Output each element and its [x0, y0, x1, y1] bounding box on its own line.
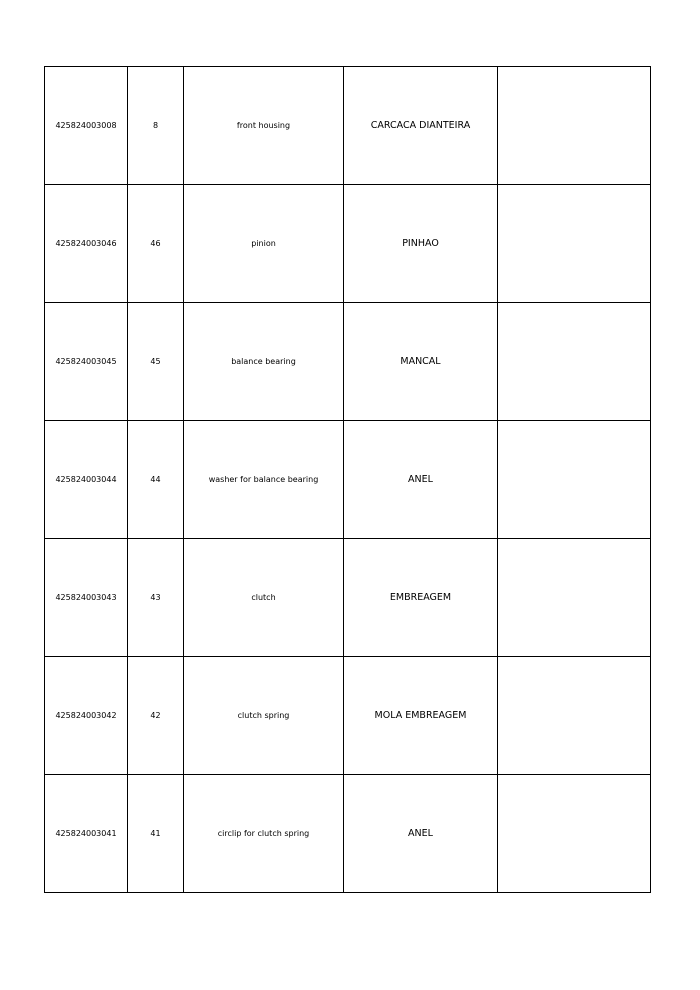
item-number-cell: 46 [128, 185, 184, 303]
part-code-cell: 425824003046 [45, 185, 128, 303]
description-en-cell: balance bearing [184, 303, 344, 421]
part-code-cell: 425824003045 [45, 303, 128, 421]
notes-cell [498, 185, 651, 303]
description-pt-cell: PINHAO [344, 185, 498, 303]
description-en-cell: front housing [184, 67, 344, 185]
item-number-cell: 42 [128, 657, 184, 775]
description-pt-cell: ANEL [344, 421, 498, 539]
table-row [45, 421, 651, 539]
table-row [45, 303, 651, 421]
notes-cell [498, 421, 651, 539]
table-row [45, 539, 651, 657]
notes-cell [498, 539, 651, 657]
description-en-cell: pinion [184, 185, 344, 303]
description-pt-cell: ANEL [344, 775, 498, 893]
table-row [45, 657, 651, 775]
item-number-cell: 45 [128, 303, 184, 421]
table-row [45, 775, 651, 893]
part-code-cell: 425824003008 [45, 67, 128, 185]
description-pt-cell: EMBREAGEM [344, 539, 498, 657]
part-code-cell: 425824003044 [45, 421, 128, 539]
item-number-cell: 44 [128, 421, 184, 539]
description-pt-cell: MOLA EMBREAGEM [344, 657, 498, 775]
description-en-cell: clutch [184, 539, 344, 657]
item-number-cell: 41 [128, 775, 184, 893]
table-row [45, 67, 651, 185]
notes-cell [498, 775, 651, 893]
table-row [45, 185, 651, 303]
description-pt-cell: CARCACA DIANTEIRA [344, 67, 498, 185]
part-code-cell: 425824003043 [45, 539, 128, 657]
notes-cell [498, 303, 651, 421]
notes-cell [498, 657, 651, 775]
part-code-cell: 425824003042 [45, 657, 128, 775]
description-en-cell: circlip for clutch spring [184, 775, 344, 893]
notes-cell [498, 67, 651, 185]
description-pt-cell: MANCAL [344, 303, 498, 421]
description-en-cell: clutch spring [184, 657, 344, 775]
parts-table [44, 66, 651, 893]
part-code-cell: 425824003041 [45, 775, 128, 893]
description-en-cell: washer for balance bearing [184, 421, 344, 539]
item-number-cell: 43 [128, 539, 184, 657]
item-number-cell: 8 [128, 67, 184, 185]
